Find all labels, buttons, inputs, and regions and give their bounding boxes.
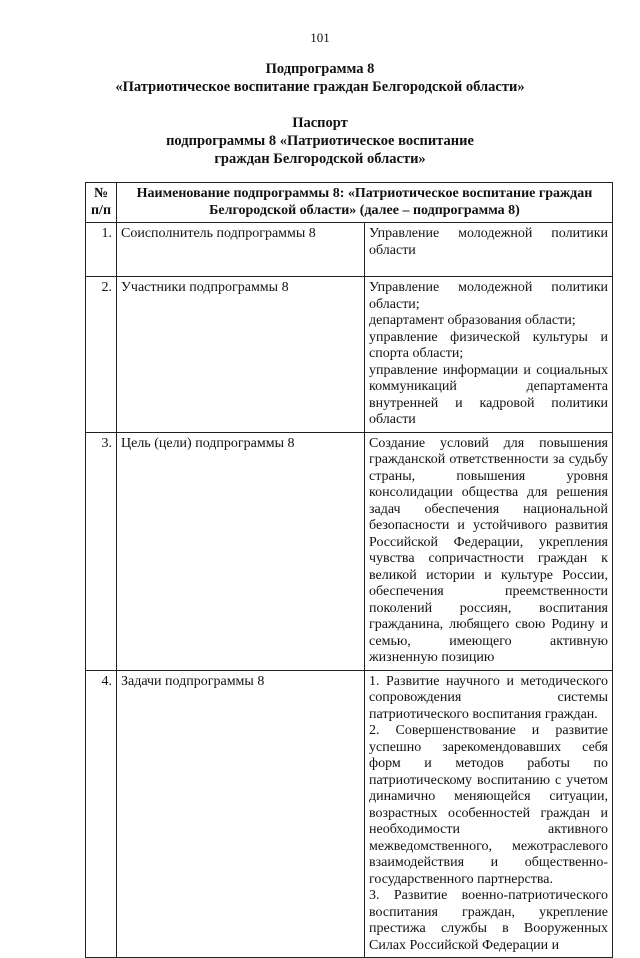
- row-label: Цель (цели) подпрограммы 8: [117, 432, 365, 670]
- subprogram-subtitle: «Патриотическое воспитание граждан Белгородской области»: [115, 79, 525, 95]
- passport-heading: [0, 114, 640, 168]
- subprogram-title: Подпрограмма 8: [265, 61, 375, 77]
- passport-table: [85, 182, 613, 958]
- content-paragraph: Управление молодежной политики области;: [369, 280, 608, 312]
- subprogram-heading: [0, 60, 640, 96]
- row-content: [365, 432, 613, 670]
- column-header-name: Наименование подпрограммы 8: «Патриотическое воспитание граждан Белгородской области» (далее – подпрограмма 8): [117, 183, 613, 223]
- row-number: 1.: [86, 223, 117, 277]
- column-header-number: № п/п: [86, 183, 117, 223]
- passport-subtitle-line1: подпрограммы 8 «Патриотическое воспитание: [166, 133, 474, 149]
- row-content: [365, 670, 613, 958]
- table-header-row: [86, 183, 613, 223]
- content-paragraph: 3. Развитие военно-патриотического воспитания граждан, укрепление престижа службы в Вооруженных Силах Российской Федерации и: [369, 888, 608, 953]
- content-paragraph: управление информации и социальных коммуникаций департамента внутренней и кадровой политики области: [369, 362, 608, 427]
- content-paragraph: департамент образования области;: [369, 313, 576, 328]
- table-row: [86, 277, 613, 433]
- passport-subtitle-line2: граждан Белгородской области»: [214, 151, 426, 167]
- content-paragraph: 2. Совершенствование и развитие успешно зарекомендовавших себя форм и методов работы по патриотическому воспитанию с учетом динамично меняющейся ситуации, возрастных особенностей граждан и необходимости активного межведомственного, межотраслевого взаимодействия и общественно-государственного партнерства.: [369, 723, 608, 887]
- table-row: [86, 223, 613, 277]
- content-paragraph: 1. Развитие научного и методического сопровождения системы патриотического воспитания граждан.: [369, 673, 608, 722]
- content-paragraph: Управление молодежной политики области: [369, 226, 608, 258]
- row-number: 3.: [86, 432, 117, 670]
- content-paragraph: управление физической культуры и спорта области;: [369, 329, 608, 361]
- row-label: Участники подпрограммы 8: [117, 277, 365, 433]
- row-content: [365, 223, 613, 277]
- row-content: [365, 277, 613, 433]
- table-row: [86, 670, 613, 958]
- row-number: 2.: [86, 277, 117, 433]
- row-label: Соисполнитель подпрограммы 8: [117, 223, 365, 277]
- passport-title: Паспорт: [292, 115, 348, 131]
- row-number: 4.: [86, 670, 117, 958]
- row-label: Задачи подпрограммы 8: [117, 670, 365, 958]
- page-number: 101: [310, 30, 330, 45]
- content-paragraph: Создание условий для повышения гражданской ответственности за судьбу страны, повышения уровня консолидации общества для решения задач обеспечения национальной безопасности и устойчивого развития Российской Федерации, укрепления чувства сопричастности граждан к великой истории и культуре России, обеспечения преемственности поколений россиян, воспитания гражданина, любящего свою Родину и семью, имеющего активную жизненную позицию: [369, 435, 608, 665]
- table-row: [86, 432, 613, 670]
